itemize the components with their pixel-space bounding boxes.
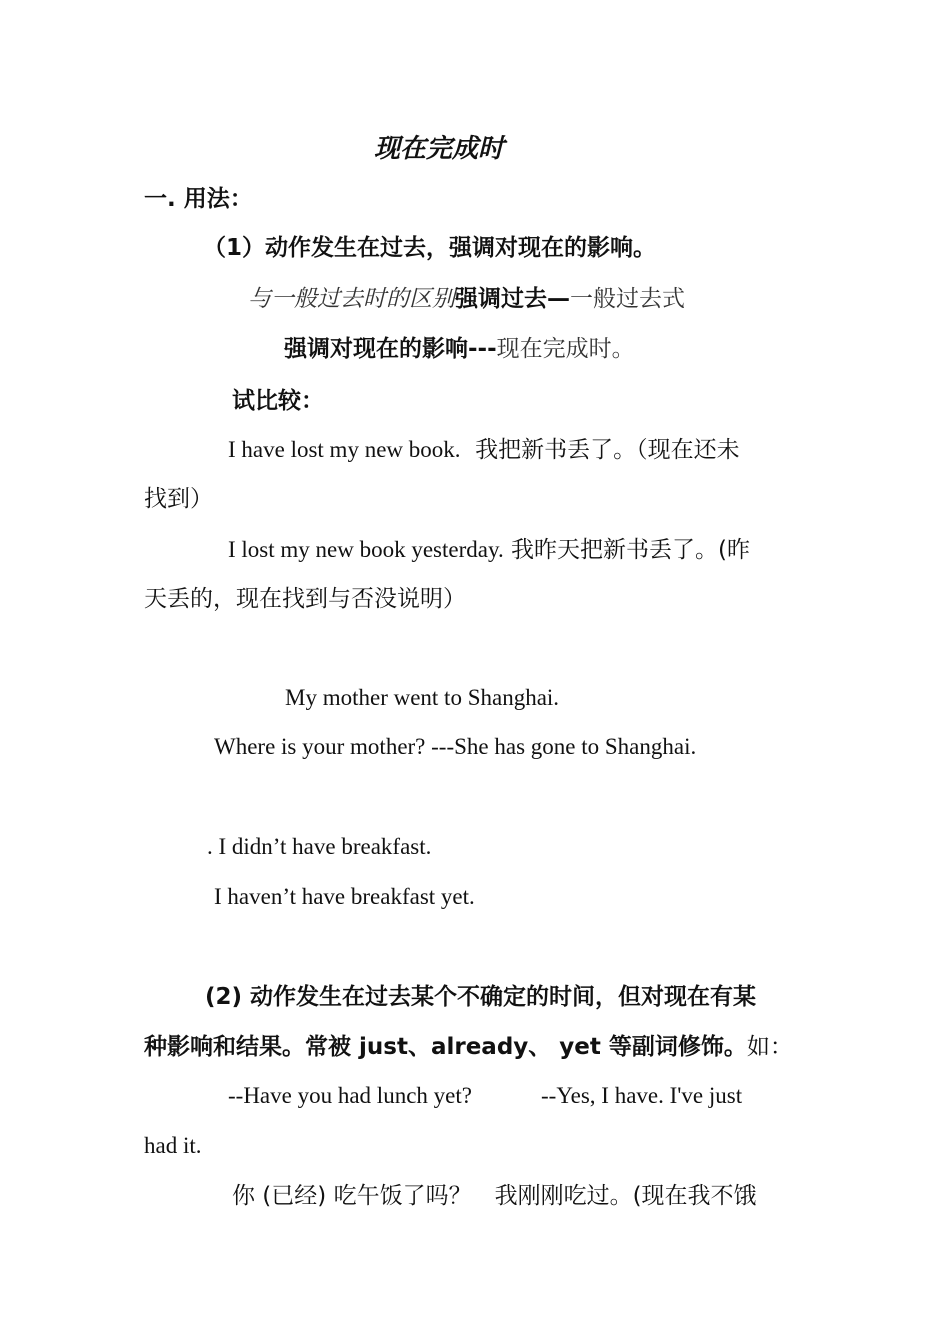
difference-line-2 [284, 334, 635, 364]
example-5: . I didn’t have breakfast. [207, 834, 432, 859]
example-1-continued: 找到） [144, 486, 213, 512]
difference-label: 与一般过去时的区别 [248, 286, 455, 312]
example-1-chinese: 我把新书丢了。（现在还未 [475, 437, 740, 463]
example-1-english: I have lost my new book. [228, 437, 461, 462]
usage-point-1: （1）动作发生在过去，强调对现在的影响。 [203, 235, 657, 261]
section-heading: 一. 用法： [144, 186, 253, 212]
example-1 [228, 435, 740, 465]
present-perfect-label: 现在完成时。 [496, 336, 635, 362]
example-7-answer: --Yes, I have. I've just [541, 1083, 743, 1108]
example-4: Where is your mother? ---She has gone to Shanghai. [214, 734, 697, 759]
example-2-continued: 天丢的，现在找到与否没说明） [144, 586, 466, 612]
emphasis-present: 强调对现在的影响--- [284, 336, 497, 362]
page-title: 现在完成时 [374, 134, 505, 163]
example-6: I haven’t have breakfast yet. [214, 884, 475, 909]
simple-past-label: 一般过去式 [570, 286, 685, 312]
example-7-question: --Have you had lunch yet? [228, 1083, 472, 1108]
usage-point-2-continued [144, 1032, 793, 1062]
emphasis-past: 强调过去— [455, 286, 570, 312]
compare-heading: 试比较： [232, 388, 324, 414]
difference-line [248, 284, 685, 314]
example-7-answer-continued: had it. [144, 1133, 202, 1158]
example-3: My mother went to Shanghai. [285, 685, 560, 710]
example-2 [228, 535, 750, 565]
for-example-label: 如： [746, 1034, 793, 1060]
example-7-chinese: 你 (已经) 吃午饭了吗？ 我刚刚吃过。(现在我不饿 [232, 1183, 757, 1209]
example-2-chinese: 我昨天把新书丢了。(昨 [511, 537, 751, 563]
usage-point-2: (2) 动作发生在过去某个不确定的时间，但对现在有某 [205, 984, 757, 1010]
example-2-english: I lost my new book yesterday. [228, 537, 504, 562]
adverbs-note: 种影响和结果。常被 just、already、 yet 等副词修饰。 [144, 1034, 747, 1060]
